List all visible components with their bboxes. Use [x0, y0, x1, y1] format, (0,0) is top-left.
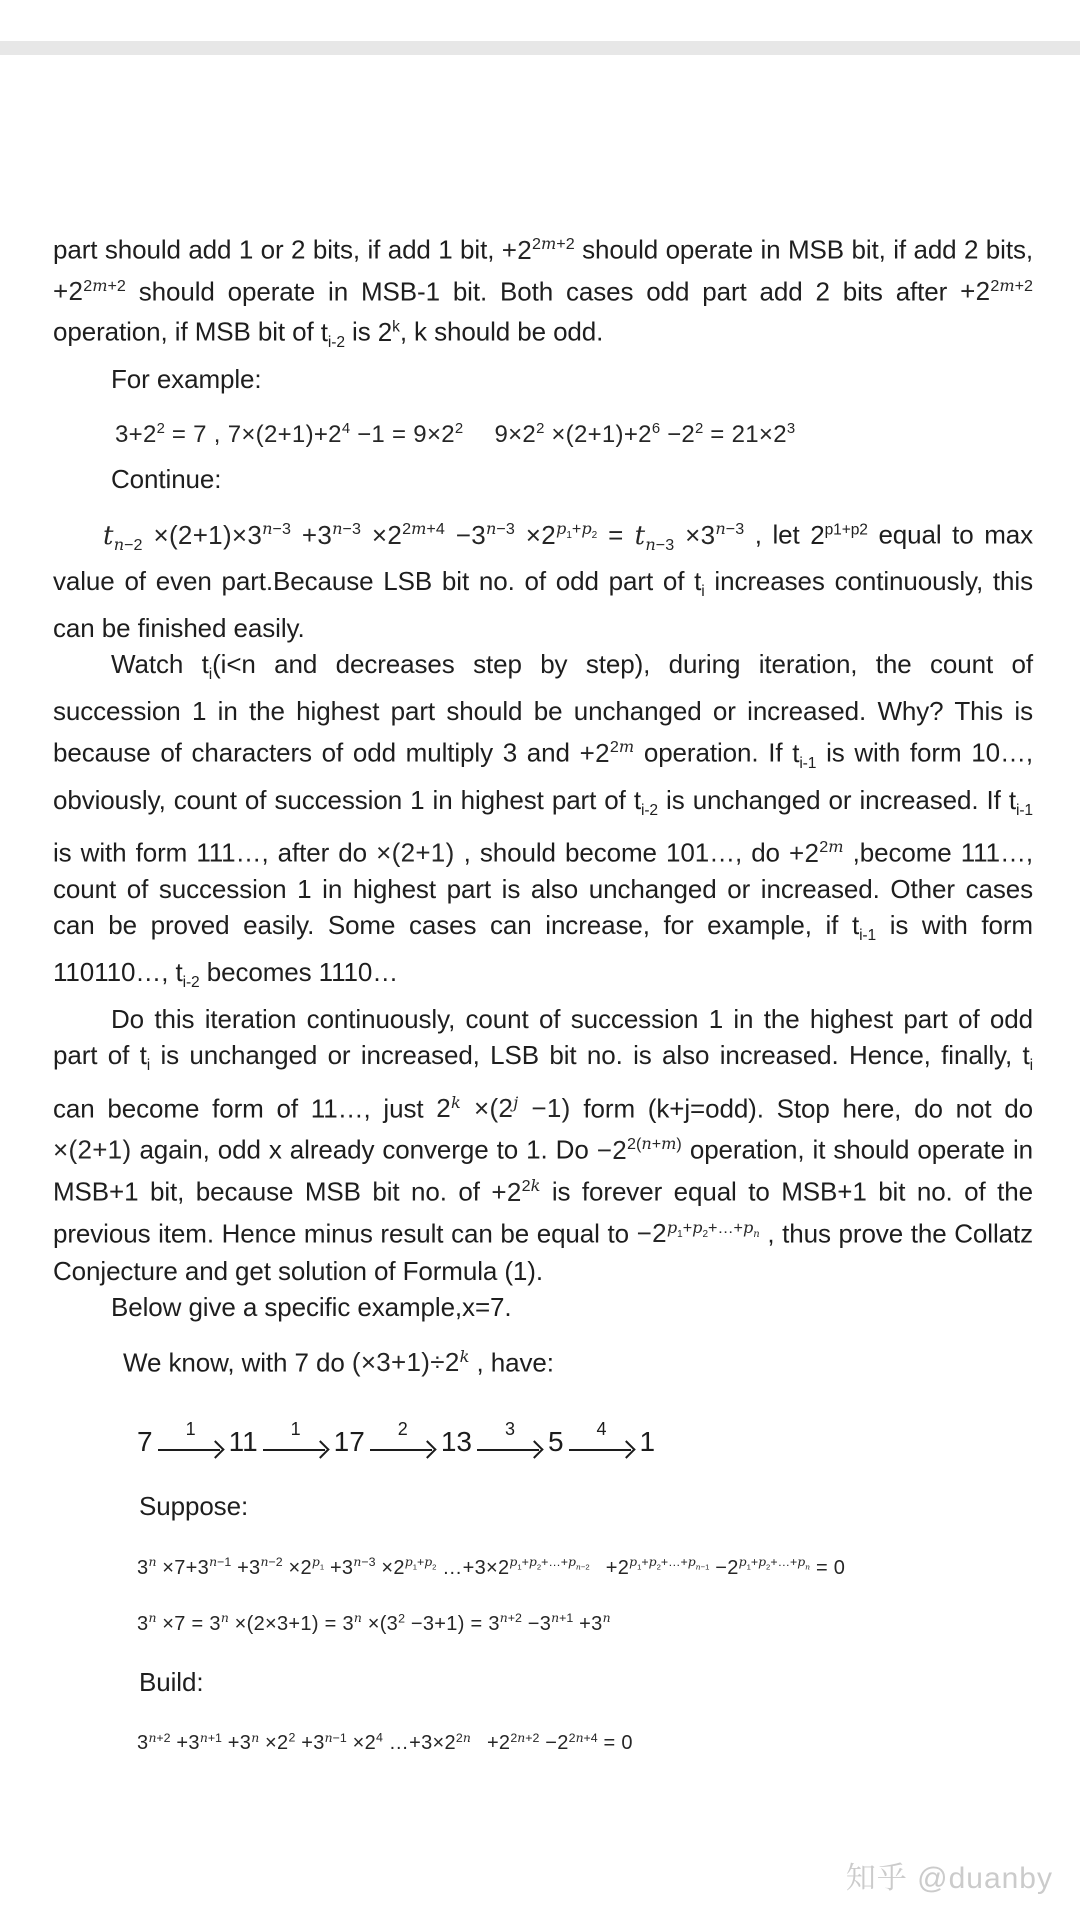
chain-step-count: 4 [596, 1419, 607, 1440]
chain-node: 1 [639, 1426, 656, 1458]
top-divider-bar [0, 41, 1080, 55]
arrow-head-icon [617, 1441, 635, 1459]
inline-sup-text: $t_i$ [694, 566, 705, 601]
chain-step-count: 2 [397, 1419, 408, 1440]
inline-math: $3^n \times 7 = 3^n \times(2\times 3+1) = 3^n \times(3^2 -3+1) = 3^{n+2} -3^{n+1} +3^n$ [137, 1610, 611, 1635]
inline-math: $3^n \times 7+3^{n-1} +3^{n-2} \times 2^{p_1} +3^{n-3} \times 2^{p_1+p_2}$ $\dots+3\times 2^{p_1+p_2+\dots+p_{n-2}}$ $+2^{p_1+p_2+\dots+p_{n-1}} -2^{p_1+p_2+\dots+p_n} = 0$ [137, 1554, 846, 1580]
chain-arrow [569, 1419, 635, 1462]
formula-build [53, 1730, 1033, 1756]
inline-sup-text: $t_{i-2}$ [633, 785, 658, 820]
chain-node: 7 [137, 1426, 153, 1458]
chain-arrow [263, 1419, 329, 1462]
arrow-head-icon [525, 1441, 543, 1459]
paragraph-iteration: Do this iteration continuously, count of succession 1 in the highest part of odd part of $t_i$ is unchanged or increased, LSB bit no. is also increased. Hence, finally, $t_i$ can become form of 11…, just $2^k \times(2^j -1)$ form (k+j=odd). Stop here, do not do ×(2+1) again, odd x already converge to 1. $Do -2^{2(n+m)}$ operation, it should operate in MSB+1 bit, because MSB bit no. of $+2^{2k}$ is forever equal to MSB+1 bit no. of the previous item. Hence minus result can be equal to $-2^{p_1+p_2+\dots+p_n}$ , thus prove the Collatz Conjecture and get solution of Formula (1). [53, 1004, 1034, 1286]
inline-math: ×(2+1) [376, 838, 455, 869]
paragraph-continue-formula: $t_{n-2} \times(2+1)\times 3^{n-3} +3^{n-3} \times 2^{2m+4} -3^{n-3} \times 2^{p_1+p_2} = t_{n-3} \times 3^{n-3}$ , let $2^{p1+p2}$ equal to max value of even part.Because LSB bit no. of odd part of $t_i$ increases continuously, this can be finished easily. [53, 519, 1034, 644]
inline-sup-text: $t_i$ [139, 1040, 151, 1075]
inline-math: $+2^{2m+2}$ [501, 234, 575, 265]
chain-node: 17 [333, 1426, 365, 1458]
watermark: 知乎 @duanby [845, 1862, 1053, 1895]
inline-sup-text: $t_{i-1}$ [1008, 785, 1033, 820]
formula-numeric-example [53, 421, 1033, 449]
chain-arrow [158, 1419, 224, 1462]
iteration-chain [53, 1410, 1033, 1462]
continue-label: Continue: [111, 464, 222, 495]
inline-sup-text: $t_{i-2}$ [320, 316, 345, 352]
inline-math: $(\times 3+1)\div 2^k$ [351, 1346, 470, 1378]
suppose-label: Suppose: [139, 1491, 249, 1522]
inline-math: $+2^{2m+2}$ [960, 275, 1033, 307]
paragraph-watch: Watch $t_i(i<n$ and decreases step by step), during iteration, the count of succession 1 in the highest part should be unchanged or increased. Why? This is because of characters of odd multiply 3 and $+2^{2m}$ operation. If $t_{i-1}$ is with form 10…, obviously, count of succession 1 in highest part of $t_{i-2}$ is unchanged or increased. If $t_{i-1}$ is with form 111…, after do ×(2+1) , should become 101…, do $+2^{2m}$ ,become 111…, count of succession 1 in highest part is also unchanged or increased. Other cases can be proved easily. Some cases can increase, for example, if $t_{i-1}$ is with form 110110…, $t_{i-2}$ becomes 1110… [53, 649, 1034, 992]
chain-arrow [477, 1419, 543, 1462]
chain-step-count: 1 [185, 1419, 196, 1440]
formula-suppose-expansion [53, 1554, 1033, 1580]
chain-node: 13 [440, 1426, 472, 1458]
inline-sup-text: $t_{i-1}$ [851, 910, 877, 945]
inline-sup-text: $t_i$ [201, 649, 213, 684]
paragraph-intro: part should add 1 or 2 bits, if add 1 bit, $+2^{2m+2}$ should operate in MSB bit, if add 2 bits, $+2^{2m+2}$ should operate in MSB-1 bit. Both cases odd part add 2 bits after $+2^{2m+2}$ operation, if MSB bit of $t_{i-2}$ is 2$^k$, k should be odd. [53, 234, 1033, 352]
inline-sup-text: $t_{i-2}$ [175, 957, 200, 992]
inline-math: $+2^{2m}$ [579, 737, 635, 769]
chain-node: 5 [547, 1426, 564, 1458]
arrow-head-icon [311, 1441, 329, 1459]
inline-sup-text: $t_i$ [1022, 1040, 1034, 1075]
inline-math: $-2^{2(n+m)}$ [596, 1134, 682, 1165]
inline-math: $-2^{p_1+p_2+\dots+p_n}$ [636, 1217, 760, 1249]
inline-sup-text: 2$^k$ [377, 316, 400, 347]
chain-node: 11 [228, 1426, 258, 1458]
formula-3n7-identity [53, 1610, 1033, 1636]
inline-math: $+2^{2m+2}$ [53, 275, 126, 307]
inline-sup-text: $t_{i-1}$ [792, 738, 817, 773]
arrow-head-icon [418, 1441, 436, 1459]
chain-arrow [370, 1419, 436, 1462]
article-content [53, 226, 1033, 1755]
inline-math: $3^{n+2} +3^{n+1} +3^n \times 2^2 +3^{n-1} \times 2^4$ $\dots+3\times 2^{2n}$ $+2^{2n+2} -2^{2n+4} = 0$ [137, 1729, 633, 1755]
inline-sup-text: $2^{p1+p2}$ [810, 519, 868, 550]
arrow-head-icon [206, 1441, 224, 1459]
inline-math: $3+2^2 = 7$ , $7\times(2+1)+2^4 -1 = 9\times 2^2$ $9\times 2^2 \times(2+1)+2^6 -2^2 = 21\times 2^3$ [115, 421, 796, 449]
inline-math: $2^k \times(2^j -1)$ [436, 1092, 571, 1124]
inline-math: $+2^{2k}$ [491, 1175, 541, 1207]
inline-math: $t_{n-2} \times(2+1)\times 3^{n-3} +3^{n-3} \times 2^{2m+4} -3^{n-3} \times 2^{p_1+p_2} = t_{n-3} \times 3^{n-3}$ [103, 519, 745, 554]
inline-math: $+2^{2m}$ [789, 837, 844, 869]
for-example-label: For example: [111, 364, 262, 395]
chain-step-count: 1 [290, 1419, 301, 1440]
inline-math: ×(2+1) [53, 1134, 132, 1165]
paragraph-we-know: We know, with 7 do $(\times 3+1)\div 2^k$ , have: [123, 1346, 554, 1378]
build-label: Build: [139, 1666, 204, 1697]
chain-step-count: 3 [504, 1419, 515, 1440]
paragraph-below-example: Below give a specific example,x=7. [111, 1291, 512, 1322]
